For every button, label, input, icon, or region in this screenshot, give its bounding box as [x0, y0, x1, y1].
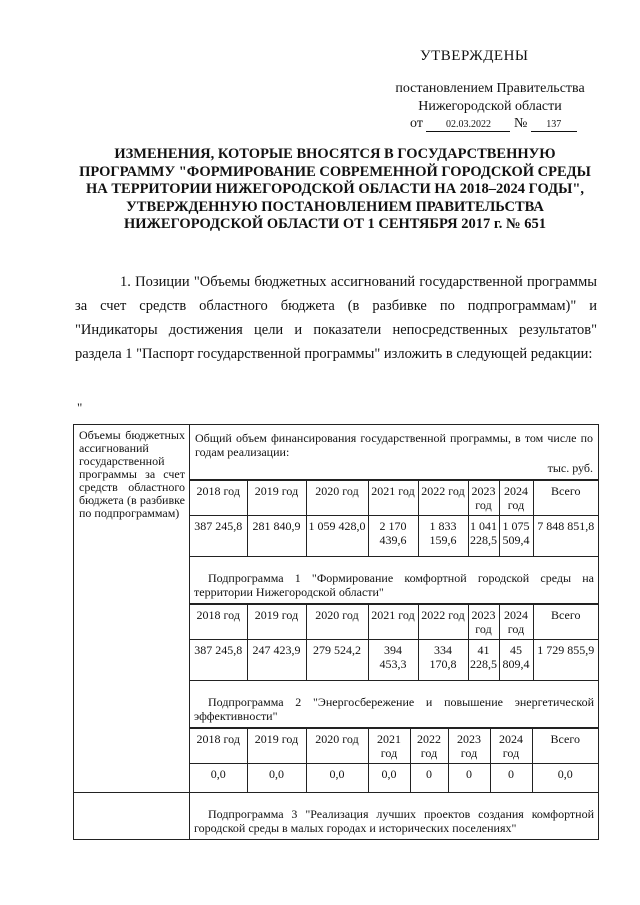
total-grid [190, 480, 598, 556]
col-header: 2018 год [190, 605, 247, 640]
resolution-block [360, 80, 620, 116]
col-header: 2022 год [410, 729, 448, 764]
col-header: 2020 год [306, 605, 368, 640]
number-sign: № [513, 116, 528, 131]
value-cell: 387 245,8 [190, 640, 247, 681]
sub2-title: Подпрограмма 2 "Энергосбережение и повышение энергетической эффективности" [194, 695, 594, 723]
col-header: 2023 год [468, 481, 499, 516]
value-cell: 1 833 159,6 [418, 516, 468, 557]
col-header: 2021 год [368, 481, 418, 516]
sub1-title: Подпрограмма 1 "Формирование комфортной городской среды на территории Нижегородской области" [194, 571, 594, 599]
total-header-cell [190, 425, 599, 480]
date-prefix: от [410, 116, 423, 131]
date-value: 02.03.2022 [426, 119, 510, 132]
col-header: 2018 год [190, 729, 247, 764]
body-paragraph [75, 270, 597, 366]
value-cell: 0,0 [190, 764, 247, 793]
value-cell: 1 729 855,9 [533, 640, 598, 681]
col-header: 2020 год [306, 729, 368, 764]
resolution-line-1: постановлением Правительства [395, 81, 585, 96]
value-cell: 0,0 [306, 764, 368, 793]
col-header: 2022 год [418, 605, 468, 640]
value-cell: 0,0 [247, 764, 306, 793]
sub1-grid [190, 604, 598, 680]
sub1-grid-cell [190, 604, 599, 681]
value-cell: 2 170 439,6 [368, 516, 418, 557]
sub3-title: Подпрограмма 3 "Реализация лучших проектов создания комфортной городской среды в малых городах и исторических поселениях" [194, 807, 594, 835]
value-cell: 1 075 509,4 [499, 516, 533, 557]
col-header: Всего [533, 605, 598, 640]
sub1-title-cell [190, 557, 599, 604]
value-cell: 45 809,4 [499, 640, 533, 681]
col-header: 2023 год [468, 605, 499, 640]
col-header: 2022 год [418, 481, 468, 516]
value-cell: 7 848 851,8 [533, 516, 598, 557]
col-header: 2021 год [368, 729, 410, 764]
total-grid-cell [190, 480, 599, 557]
col-header: 2023 год [448, 729, 490, 764]
col-header: 2020 год [306, 481, 368, 516]
col-header: 2018 год [190, 481, 247, 516]
sub3-title-cell [190, 793, 599, 840]
sub2-title-cell [190, 681, 599, 728]
sub2-grid-cell [190, 728, 599, 793]
col-header: Всего [533, 481, 598, 516]
value-cell: 247 423,9 [247, 640, 306, 681]
left-label-cell [74, 425, 190, 793]
value-cell: 1 041 228,5 [468, 516, 499, 557]
col-header: 2024 год [499, 605, 533, 640]
left-label: Объемы бюджетных ассигнований государственной программы за счет средств областного бюджета (в разбивке по подпрограммам) [79, 428, 185, 520]
open-quote: " [77, 400, 83, 415]
col-header: 2024 год [499, 481, 533, 516]
value-cell: 41 228,5 [468, 640, 499, 681]
resolution-line-2: Нижегородской области [418, 99, 562, 114]
value-cell: 1 059 428,0 [306, 516, 368, 557]
sub3-left-cell [74, 793, 190, 840]
paragraph-text: 1. Позиции "Объемы бюджетных ассигнований государственной программы за счет средств областного бюджета (в разбивке по подпрограммам)" и "Индикаторы достижения цели и показатели непосредственных результатов" раздела 1 "Паспорт государственной программы" изложить в следующей редакции: [75, 274, 597, 362]
value-cell: 394 453,3 [368, 640, 418, 681]
col-header: 2019 год [247, 729, 306, 764]
units-label: тыс. руб. [547, 461, 593, 475]
value-cell: 0 [410, 764, 448, 793]
budget-table [73, 424, 599, 840]
col-header: 2019 год [247, 605, 306, 640]
value-cell: 279 524,2 [306, 640, 368, 681]
document-title: ИЗМЕНЕНИЯ, КОТОРЫЕ ВНОСЯТСЯ В ГОСУДАРСТВЕННУЮ ПРОГРАММУ "ФОРМИРОВАНИЕ СОВРЕМЕННОЙ ГОРОДСКОЙ СРЕДЫ НА ТЕРРИТОРИИ НИЖЕГОРОДСКОЙ ОБЛАСТИ НА 2018–2024 ГОДЫ", УТВЕРЖДЕННУЮ ПОСТАНОВЛЕНИЕМ ПРАВИТЕЛЬСТВА НИЖЕГОРОДСКОЙ ОБЛАСТИ ОТ 1 СЕНТЯБРЯ 2017 г. № 651 [79, 146, 591, 232]
value-cell: 334 170,8 [418, 640, 468, 681]
col-header: 2019 год [247, 481, 306, 516]
total-header: Общий объем финансирования государственной программы, в том числе по годам реализации: [195, 431, 593, 459]
col-header: Всего [532, 729, 598, 764]
value-cell: 0 [448, 764, 490, 793]
value-cell: 0,0 [532, 764, 598, 793]
approved-label: УТВЕРЖДЕНЫ [420, 48, 529, 64]
col-header: 2024 год [490, 729, 532, 764]
sub2-grid [190, 728, 598, 792]
date-line [410, 116, 577, 132]
number-value: 137 [531, 119, 577, 132]
value-cell: 281 840,9 [247, 516, 306, 557]
col-header: 2021 год [368, 605, 418, 640]
value-cell: 0,0 [368, 764, 410, 793]
value-cell: 0 [490, 764, 532, 793]
value-cell: 387 245,8 [190, 516, 247, 557]
